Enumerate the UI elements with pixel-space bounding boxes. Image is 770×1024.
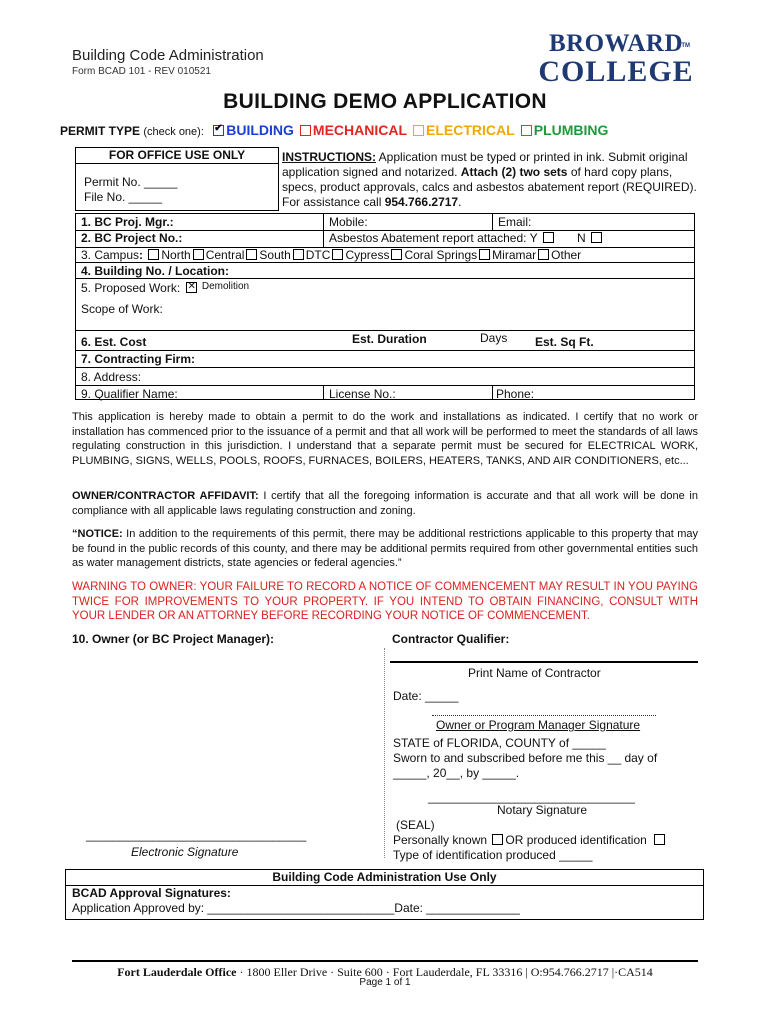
contractor-qualifier-label: Contractor Qualifier:	[392, 632, 510, 646]
owner-signature-label: Owner or Program Manager Signature	[436, 718, 641, 732]
campus-row: 3. Campus: North Central South DTC Cypress Coral Springs Miramar Other	[81, 248, 582, 262]
contracting-firm-label: 7. Contracting Firm:	[81, 352, 196, 366]
page-title: BUILDING DEMO APPLICATION	[223, 90, 547, 113]
instructions-bold: Attach (2) two sets	[460, 165, 568, 179]
qualifier-name-field[interactable]	[81, 387, 178, 401]
campus-option-label: South	[259, 248, 291, 262]
notice-text: In addition to the requirements of this permit, there may be additional restrictions applicable to this property that may be found in the public records of this county, and there may be additional permits required from other governmental entities such as water management districts, state agencies or federal agencies.”	[72, 528, 698, 569]
asbestos-row	[329, 231, 604, 245]
building-location-label: 4. Building No. / Location:	[81, 264, 229, 278]
asbestos-yes-checkbox[interactable]	[543, 232, 554, 243]
logo-line-2: COLLEGE	[538, 55, 694, 88]
scope-of-work-field[interactable]	[81, 302, 163, 316]
permit-type-label: PERMIT TYPE	[60, 124, 141, 138]
print-name-label: Print Name of Contractor	[468, 666, 601, 680]
permit-type-mechanical[interactable]	[298, 122, 407, 138]
notary-signature-line[interactable]: _______________________________	[428, 790, 635, 804]
campus-options	[146, 248, 581, 262]
address-label: 8. Address:	[81, 370, 142, 384]
seal-label: (SEAL)	[396, 818, 435, 832]
asbestos-no-checkbox[interactable]	[591, 232, 602, 243]
demolition-label: Demolition	[201, 281, 250, 292]
approved-by-field[interactable]: Application Approved by: ____________________________Date: ______________	[72, 901, 520, 915]
campus-option-label: Coral Springs	[404, 248, 478, 262]
email-label: Email:	[498, 215, 532, 229]
address-field[interactable]	[81, 370, 141, 384]
est-duration-field[interactable]	[352, 332, 427, 346]
affidavit-paragraph	[72, 489, 698, 518]
demolition-checkbox[interactable]	[186, 282, 197, 293]
assistance-phone: 954.766.2717	[384, 195, 459, 209]
contractor-date-field[interactable]: Date: _____	[393, 689, 459, 703]
logo-trademark: TM	[681, 43, 690, 49]
notice-paragraph	[72, 527, 698, 571]
bcad-use-box	[65, 869, 704, 920]
type-of-id-field[interactable]: Type of identification produced _____	[393, 848, 593, 862]
proposed-work-row	[81, 281, 249, 295]
check-one-label: (check one):	[143, 126, 204, 138]
permit-type-option-label: MECHANICAL	[312, 122, 408, 138]
broward-college-logo	[536, 30, 696, 86]
scope-label: Scope of Work:	[81, 302, 163, 316]
instructions	[282, 150, 697, 210]
form-number: Form BCAD 101 - REV 010521	[72, 66, 211, 77]
proposed-work-label: 5. Proposed Work:	[81, 281, 181, 295]
affidavit-label: OWNER/CONTRACTOR AFFIDAVIT:	[72, 490, 259, 502]
permit-type-option-label: BUILDING	[226, 122, 294, 138]
permit-type-checkbox[interactable]	[521, 125, 532, 136]
personally-known-checkbox[interactable]	[492, 834, 503, 845]
proj-mgr-label: 1. BC Proj. Mgr.:	[81, 215, 174, 229]
campus-label: 3. Campus	[81, 248, 140, 262]
asbestos-label: Asbestos Abatement report attached: Y	[329, 231, 538, 245]
email-field[interactable]	[498, 215, 531, 229]
instructions-end: .	[458, 195, 462, 209]
project-no-label: 2. BC Project No.:	[81, 231, 183, 245]
campus-checkbox[interactable]	[538, 249, 549, 260]
office-use-box	[75, 147, 279, 211]
campus-option-label: Miramar	[492, 248, 537, 262]
office-use-heading: FOR OFFICE USE ONLY	[76, 148, 278, 164]
permit-type-option-label: PLUMBING	[533, 122, 609, 138]
contracting-firm-field[interactable]	[81, 352, 195, 366]
phone-label: Phone:	[496, 387, 535, 401]
mobile-label: Mobile:	[329, 215, 368, 229]
campus-option-label: DTC	[305, 248, 331, 262]
asbestos-no-label: N	[577, 231, 586, 245]
est-cost-label: 6. Est. Cost	[81, 335, 147, 349]
est-cost-field[interactable]	[81, 335, 146, 349]
campus-option-label: Other	[551, 248, 582, 262]
page-number: Page 1 of 1	[359, 977, 411, 988]
mobile-field[interactable]	[329, 215, 368, 229]
instructions-label: INSTRUCTIONS:	[282, 150, 376, 164]
contractor-name-line[interactable]	[390, 661, 698, 663]
footer-divider	[72, 960, 698, 962]
license-no-field[interactable]	[329, 387, 396, 401]
file-no-field[interactable]: File No. _____	[84, 190, 163, 204]
campus-checkbox[interactable]	[148, 249, 159, 260]
est-sqft-field[interactable]	[535, 335, 594, 349]
sworn-text: Sworn to and subscribed before me this __ day of	[393, 751, 658, 765]
permit-type-checkbox[interactable]	[300, 125, 311, 136]
campus-option-label: North	[161, 248, 191, 262]
permit-type-row	[60, 122, 608, 138]
state-county-field[interactable]: STATE of FLORIDA, COUNTY of _____	[393, 736, 606, 750]
bcad-heading: Building Code Administration Use Only	[66, 870, 703, 886]
notice-label: “NOTICE:	[72, 528, 123, 540]
campus-checkbox[interactable]	[193, 249, 204, 260]
campus-checkbox[interactable]	[391, 249, 402, 260]
qualifier-name-label: 9. Qualifier Name:	[81, 387, 178, 401]
campus-checkbox[interactable]	[246, 249, 257, 260]
certification-paragraph: This application is hereby made to obtain a permit to do the work and installations as indicated. I certify that no work or installation has commenced prior to the issuance of a permit and that all work will be performed to meet the standards of all laws regulating construction in this jurisdiction. I understand that a separate permit must be secured for ELECTRICAL WORK, PLUMBING, SIGNS, WELLS, POOLS, ROOFS, FURNACES, BOILERS, HEATERS, TANKS, AND AIR CONDITIONERS, etc...	[72, 411, 698, 467]
campus-option-label: Cypress	[345, 248, 390, 262]
est-sqft-label: Est. Sq Ft.	[535, 335, 594, 349]
electronic-signature-label: Electronic Signature	[131, 845, 239, 859]
permit-type-options	[207, 124, 608, 138]
instructions-text-1: Application must be typed or printed in ink. Submit original application signed and notarized.	[282, 150, 688, 179]
campus-checkbox[interactable]	[293, 249, 304, 260]
campus-option-label: Central	[205, 248, 245, 262]
logo-line-1: BROWARD	[548, 30, 684, 57]
affidavit-text: I certify that all the foregoing information is accurate and that all work will be done in compliance with all applicable laws regulating construction and zoning.	[72, 490, 698, 517]
owner-signature-line[interactable]	[432, 715, 656, 716]
footer-office: Fort Lauderdale Office	[117, 965, 237, 979]
permit-type-option-label: ELECTRICAL	[426, 122, 515, 138]
bcad-approval-label: BCAD Approval Signatures:	[72, 886, 231, 900]
permit-type-electrical[interactable]	[411, 122, 515, 138]
est-duration-label: Est. Duration	[352, 332, 427, 346]
footer-address-text: · 1800 Eller Drive · Suite 600 · Fort Lauderdale, FL 33316 | O:954.766.2717 |·CA514	[236, 965, 653, 979]
permit-type-plumbing[interactable]	[519, 122, 609, 138]
permit-type-checkbox[interactable]	[213, 125, 224, 136]
phone-field[interactable]	[496, 387, 534, 401]
notary-signature-label: Notary Signature	[497, 803, 588, 817]
personally-known-label: Personally known	[393, 833, 488, 847]
warning-to-owner: WARNING TO OWNER: YOUR FAILURE TO RECORD A NOTICE OF COMMENCEMENT MAY RESULT IN YOU PAYING TWICE FOR IMPROVEMENTS TO YOUR PROPERTY. IF YOU INTEND TO OBTAIN FINANCING, CONSULT WITH YOUR LENDER OR AN ATTORNEY BEFORE RECORDING YOUR NOTICE OF COMMENCEMENT.	[72, 581, 698, 622]
owner-label: 10. Owner (or BC Project Manager):	[72, 632, 275, 646]
days-label: Days	[480, 331, 508, 345]
permit-type-checkbox[interactable]	[413, 125, 424, 136]
project-no-field[interactable]	[81, 231, 182, 245]
building-location-field[interactable]	[81, 264, 229, 278]
campus-checkbox[interactable]	[479, 249, 490, 260]
electronic-signature-line[interactable]: _________________________________	[86, 828, 307, 842]
sworn-date-field[interactable]: _____, 20__, by _____.	[393, 766, 520, 780]
produced-id-checkbox[interactable]	[654, 834, 665, 845]
permit-type-building[interactable]	[211, 122, 294, 138]
produced-id-label: OR produced identification	[505, 833, 647, 847]
header-title: Building Code Administration	[72, 47, 264, 64]
campus-checkbox[interactable]	[332, 249, 343, 260]
permit-no-field[interactable]: Permit No. _____	[84, 175, 178, 189]
instructions-text-2: of hard copy plans, specs, product approvals, calcs and asbestos abatement report (REQUIRED). For assistance call	[282, 165, 697, 209]
proj-mgr-field[interactable]	[81, 215, 174, 229]
identification-row	[393, 833, 667, 847]
license-label: License No.:	[329, 387, 396, 401]
